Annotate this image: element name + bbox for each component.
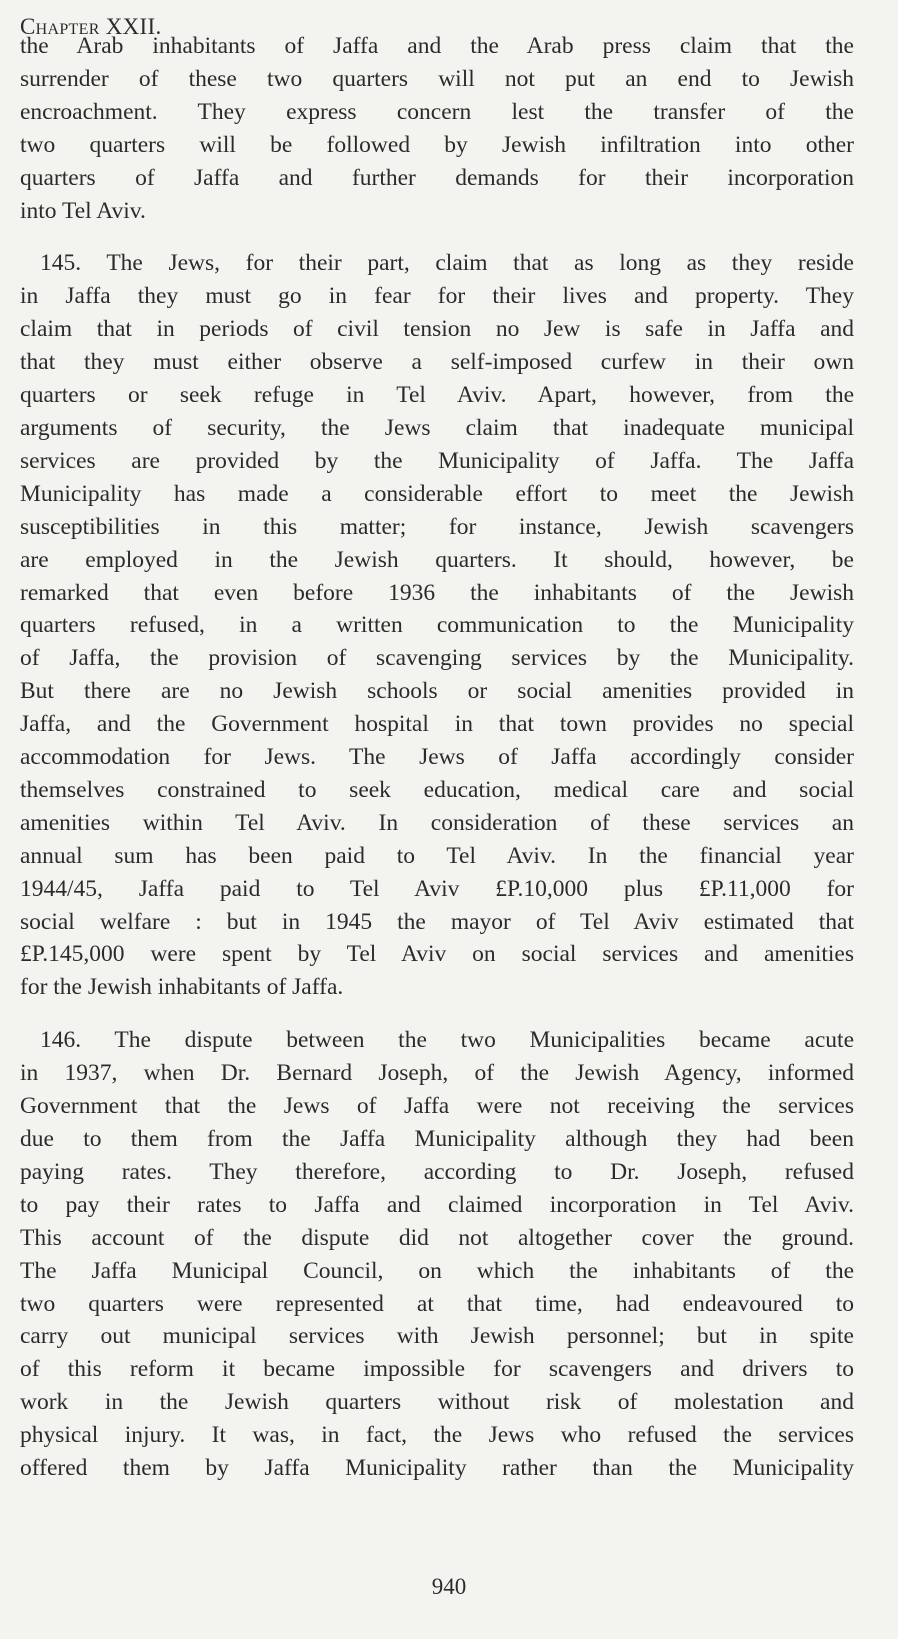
text-line: quarters refused, in a written communication to the Municipality	[20, 612, 854, 639]
text-line: But there are no Jewish schools or social amenities provided in	[20, 678, 854, 705]
text-line: quarters of Jaffa and further demands for their incorporation	[20, 164, 854, 191]
text-line: for the Jewish inhabitants of Jaffa.	[20, 974, 344, 1001]
paragraph	[20, 1024, 854, 1485]
text-line: due to them from the Jaffa Municipality although they had been	[20, 1126, 854, 1152]
text-line: that they must either observe a self-imposed curfew in their own	[20, 349, 854, 376]
text-line: the Arab inhabitants of Jaffa and the Arab press claim that the	[20, 33, 854, 59]
text-line: 1944/45, Jaffa paid to Tel Aviv £P.10,000 plus £P.11,000 for	[20, 875, 854, 902]
document-body	[20, 30, 854, 1485]
text-line: of Jaffa, the provision of scavenging services by the Municipality.	[20, 645, 854, 672]
text-line: Municipality has made a considerable effort to meet the Jewish	[20, 480, 854, 507]
text-line: social welfare : but in 1945 the mayor of Tel Aviv estimated that	[20, 908, 854, 935]
text-line: two quarters will be followed by Jewish infiltration into other	[20, 131, 854, 158]
text-line: work in the Jewish quarters without risk of molestation and	[20, 1389, 854, 1416]
text-line: £P.145,000 were spent by Tel Aviv on social services and amenities	[20, 941, 854, 968]
text-line: paying rates. They therefore, according to Dr. Joseph, refused	[20, 1158, 854, 1185]
text-line: claim that in periods of civil tension no Jew is safe in Jaffa and	[20, 316, 854, 343]
text-line: physical injury. It was, in fact, the Jews who refused the services	[20, 1422, 854, 1449]
text-line: Government that the Jews of Jaffa were not receiving the services	[20, 1093, 854, 1120]
text-line: themselves constrained to seek education, medical care and social	[20, 776, 854, 803]
text-line: in 1937, when Dr. Bernard Joseph, of the Jewish Agency, informed	[20, 1060, 854, 1087]
text-line: services are provided by the Municipality of Jaffa. The Jaffa	[20, 447, 854, 474]
text-line: to pay their rates to Jaffa and claimed incorporation in Tel Aviv.	[20, 1191, 854, 1218]
text-line: This account of the dispute did not altogether cover the ground.	[20, 1224, 854, 1251]
text-line: amenities within Tel Aviv. In consideration of these services an	[20, 809, 854, 836]
text-line: two quarters were represented at that time, had endeavoured to	[20, 1290, 854, 1317]
paragraph	[20, 247, 854, 1004]
text-line: offered them by Jaffa Municipality rather than the Municipality	[20, 1455, 854, 1482]
text-line: annual sum has been paid to Tel Aviv. In the financial year	[20, 842, 854, 869]
text-line: quarters or seek refuge in Tel Aviv. Apart, however, from the	[20, 382, 854, 409]
text-line: 145. The Jews, for their part, claim that as long as they reside	[40, 250, 854, 277]
text-line: remarked that even before 1936 the inhabitants of the Jewish	[20, 579, 854, 606]
text-line: into Tel Aviv.	[20, 197, 146, 224]
text-line: encroachment. They express concern lest the transfer of the	[20, 98, 854, 125]
text-line: arguments of security, the Jews claim that inadequate municipal	[20, 414, 854, 441]
text-line: surrender of these two quarters will not put an end to Jewish	[20, 65, 854, 92]
page-number: 940	[431, 1574, 467, 1599]
text-line: accommodation for Jews. The Jews of Jaffa accordingly consider	[20, 744, 854, 771]
paragraph	[20, 30, 854, 227]
text-line: carry out municipal services with Jewish personnel; but in spite	[20, 1323, 854, 1350]
text-line: susceptibilities in this matter; for instance, Jewish scavengers	[20, 513, 854, 540]
text-line: in Jaffa they must go in fear for their lives and property. They	[20, 283, 854, 310]
chapter-title: Chapter XXII.	[20, 14, 162, 39]
text-line: are employed in the Jewish quarters. It should, however, be	[20, 546, 854, 573]
text-line: Jaffa, and the Government hospital in that town provides no special	[20, 711, 854, 738]
text-line: The Jaffa Municipal Council, on which the inhabitants of the	[20, 1257, 854, 1284]
text-line: of this reform it became impossible for scavengers and drivers to	[20, 1356, 854, 1383]
text-line: 146. The dispute between the two Municipalities became acute	[40, 1027, 854, 1054]
